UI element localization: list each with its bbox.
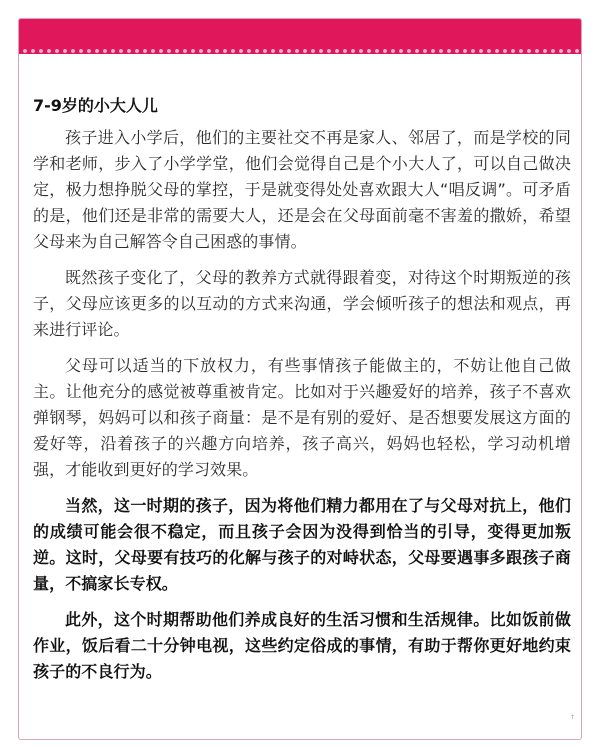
paragraph-2: 既然孩子变化了，父母的教养方式就得跟着变，对待这个时期叛逆的孩子，父母应该更多的以互动的方式来沟通，学会倾听孩子的想法和观点，再来进行评论。 <box>33 268 571 339</box>
paragraph-1: 孩子进入小学后，他们的主要社交不再是家人、邻居了，而是学校的同学和老师，步入了小学学堂，他们会觉得自己是个小大人了，可以自己做决定，极力想挣脱父母的掌控，于是就变得处处喜欢跟大人“唱反调”。可矛盾的是，他们还是非常的需要大人，还是会在父母面前毫不害羞的撒娇，希望父母来为自己解答令自己困惑的事情。 <box>33 128 571 251</box>
article-heading: 7-9岁的小大人儿 <box>33 96 158 115</box>
paragraph-3: 父母可以适当的下放权力，有些事情孩子能做主的，不妨让他自己做主。让他充分的感觉被尊重被肯定。比如对于兴趣爱好的培养，孩子不喜欢弹钢琴，妈妈可以和孩子商量：是不是有别的爱好、是否想要发展这方面的爱好等，沿着孩子的兴趣方向培养，孩子高兴，妈妈也轻松，学习动机增强，才能收到更好的学习效果。 <box>33 356 571 479</box>
article-content <box>33 93 571 695</box>
paragraph-4: 当然，这一时期的孩子，因为将他们精力都用在了与父母对抗上，他们的成绩可能会很不稳定，而且孩子会因为没得到恰当的引导，变得更加叛逆。这时，父母要有技巧的化解与孩子的对峙状态，父母要遇事多跟孩子商量，不搞家长专权。 <box>33 496 571 593</box>
corner-mark: ↑ <box>569 714 575 721</box>
dotted-border-decoration <box>19 47 581 55</box>
article-card <box>18 18 582 740</box>
paragraph-5: 此外，这个时期帮助他们养成良好的生活习惯和生活规律。比如饭前做作业，饭后看二十分钟电视，这些约定俗成的事情，有助于帮你更好地约束孩子的不良行为。 <box>33 610 571 681</box>
